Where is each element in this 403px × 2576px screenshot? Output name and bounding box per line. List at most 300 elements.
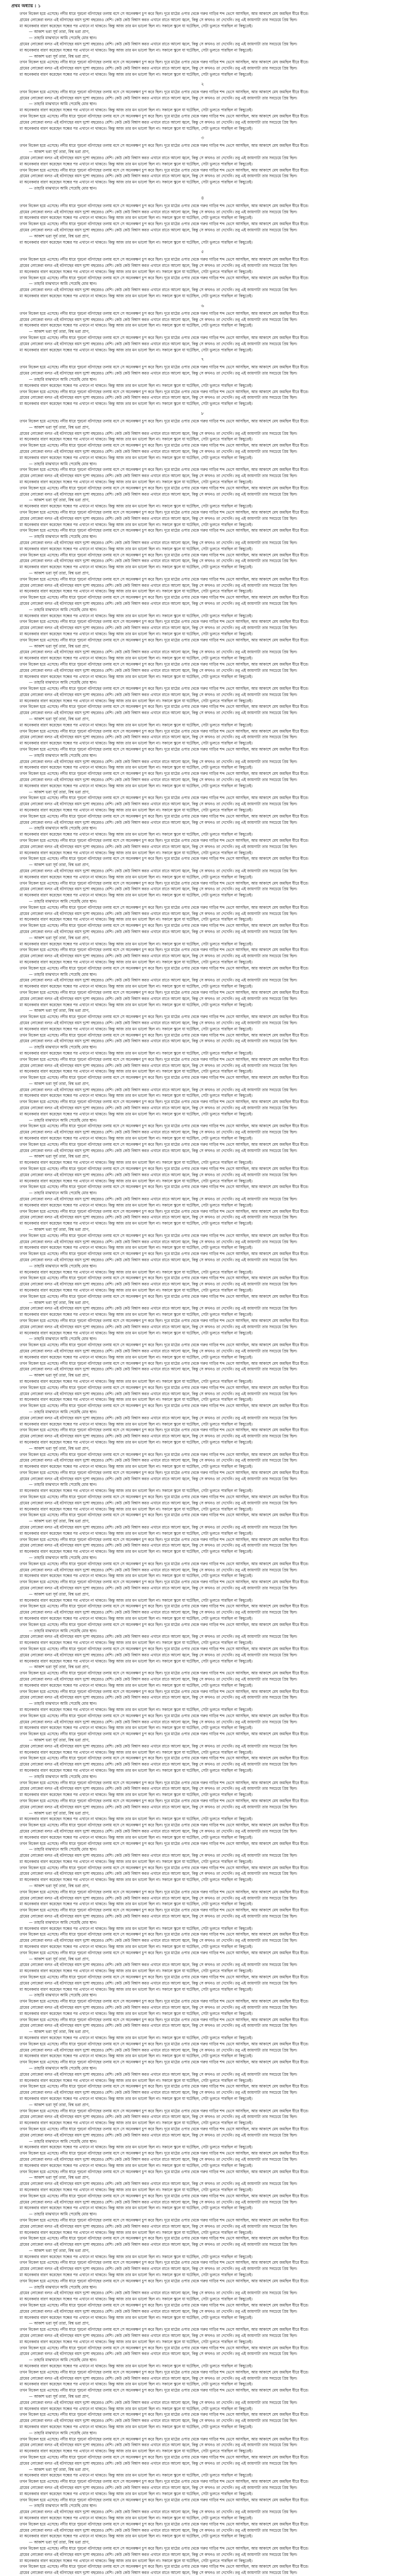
paragraph: তখন বিকেল হয়ে এসেছে। নদীর ধারে পুরনো বটগাছের তলায় বসে সে অনেকক্ষণ চুপ করে ছিল। দূরে মাঠের ওপার থেকে গরুর গাড়ির শব্দ ভেসে আসছিল, আর আকাশে মেঘ জমছিল ধীরে ধীরে।	[20, 771, 309, 776]
verse-line: — আকাশ ভরা সূর্য তারা, বিশ্ব ভরা প্রাণ,	[29, 570, 90, 575]
paragraph: মা অনেকবার বারণ করেছেন সন্ধের পর এখানে না থাকতে। কিন্তু আজ তার মন ভালো ছিল না। সকালে স্কুলে যা ঘটেছিল, সেটা ভুলতে পারছিল না কিছুতেই।	[20, 1178, 253, 1183]
paragraph: তখন বিকেল হয়ে এসেছে। নদীর ধারে পুরনো বটগাছের তলায় বসে সে অনেকক্ষণ চুপ করে ছিল। দূরে মাঠের ওপার থেকে গরুর গাড়ির শব্দ ভেসে আসছিল, আর আকাশে মেঘ জমছিল ধীরে ধীরে।	[20, 880, 309, 886]
paragraph: তখন বিকেল হয়ে এসেছে। নদীর ধারে পুরনো বটগাছের তলায় বসে সে অনেকক্ষণ চুপ করে ছিল। দূরে মাঠের ওপার থেকে গরুর গাড়ির শব্দ ভেসে আসছিল, আর আকাশে মেঘ জমছিল ধীরে ধীরে।	[20, 1975, 309, 1980]
verse-line: — আকাশ ভরা সূর্য তারা, বিশ্ব ভরা প্রাণ,	[29, 425, 90, 430]
paragraph: মা অনেকবার বারণ করেছেন সন্ধের পর এখানে না থাকতে। কিন্তু আজ তার মন ভালো ছিল না। সকালে স্কুলে যা ঘটেছিল, সেটা ভুলতে পারছিল না কিছুতেই।	[20, 1725, 253, 1731]
paragraph: মা অনেকবার বারণ করেছেন সন্ধের পর এখানে না থাকতে। কিন্তু আজ তার মন ভালো ছিল না। সকালে স্কুলে যা ঘটেছিল, সেটা ভুলতে পারছিল না কিছুতেই।	[20, 1792, 253, 1798]
paragraph: গ্রামের লোকেরা বলত এই বটগাছের বয়স দুশো বছরেরও বেশি। কেউ কেউ বিশ্বাস করত এখানে রাতে আলো জ্বলে, কিন্তু সে কখনও তা দেখেনি। তবু এই জায়গাটা তার সবচেয়ে প্রিয় ছিল।	[20, 1828, 297, 1834]
paragraph: তখন বিকেল হয়ে এসেছে। নদীর ধারে পুরনো বটগাছের তলায় বসে সে অনেকক্ষণ চুপ করে ছিল। দূরে মাঠের ওপার থেকে গরুর গাড়ির শব্দ ভেসে আসছিল, আর আকাশে মেঘ জমছিল ধীরে ধীরে।	[20, 113, 309, 118]
paragraph: গ্রামের লোকেরা বলত এই বটগাছের বয়স দুশো বছরেরও বেশি। কেউ কেউ বিশ্বাস করত এখানে রাতে আলো জ্বলে, কিন্তু সে কখনও তা দেখেনি। তবু এই জায়গাটা তার সবচেয়ে প্রিয় ছিল।	[20, 516, 297, 521]
verse-line: — তাহারি মাঝখানে আমি পেয়েছি মোর স্থান।	[29, 461, 97, 466]
paragraph: গ্রামের লোকেরা বলত এই বটগাছের বয়স দুশো বছরেরও বেশি। কেউ কেউ বিশ্বাস করত এখানে রাতে আলো জ্বলে, কিন্তু সে কখনও তা দেখেনি। তবু এই জায়গাটা তার সবচেয়ে প্রিয় ছিল।	[20, 2266, 297, 2272]
paragraph: গ্রামের লোকেরা বলত এই বটগাছের বয়স দুশো বছরেরও বেশি। কেউ কেউ বিশ্বাস করত এখানে রাতে আলো জ্বলে, কিন্তু সে কখনও তা দেখেনি। তবু এই জায়গাটা তার সবচেয়ে প্রিয় ছিল।	[20, 1367, 297, 1372]
paragraph: মা অনেকবার বারণ করেছেন সন্ধের পর এখানে না থাকতে। কিন্তু আজ তার মন ভালো ছিল না। সকালে স্কুলে যা ঘটেছিল, সেটা ভুলতে পারছিল না কিছুতেই।	[20, 2491, 253, 2496]
paragraph: গ্রামের লোকেরা বলত এই বটগাছের বয়স দুশো বছরেরও বেশি। কেউ কেউ বিশ্বাস করত এখানে রাতে আলো জ্বলে, কিন্তু সে কখনও তা দেখেনি। তবু এই জায়গাটা তার সবচেয়ে প্রিয় ছিল।	[20, 1415, 297, 1420]
paragraph: তখন বিকেল হয়ে এসেছে। নদীর ধারে পুরনো বটগাছের তলায় বসে সে অনেকক্ষণ চুপ করে ছিল। দূরে মাঠের ওপার থেকে গরুর গাড়ির শব্দ ভেসে আসছিল, আর আকাশে মেঘ জমছিল ধীরে ধীরে।	[20, 1932, 309, 1937]
paragraph: তখন বিকেল হয়ে এসেছে। নদীর ধারে পুরনো বটগাছের তলায় বসে সে অনেকক্ষণ চুপ করে ছিল। দূরে মাঠের ওপার থেকে গরুর গাড়ির শব্দ ভেসে আসছিল, আর আকাশে মেঘ জমছিল ধীরে ধীরে।	[20, 365, 309, 370]
paragraph: গ্রামের লোকেরা বলত এই বটগাছের বয়স দুশো বছরেরও বেশি। কেউ কেউ বিশ্বাস করত এখানে রাতে আলো জ্বলে, কিন্তু সে কখনও তা দেখেনি। তবু এই জায়গাটা তার সবচেয়ে প্রিয় ছিল।	[20, 2242, 297, 2247]
paragraph: মা অনেকবার বারণ করেছেন সন্ধের পর এখানে না থাকতে। কিন্তু আজ তার মন ভালো ছিল না। সকালে স্কুলে যা ঘটেছিল, সেটা ভুলতে পারছিল না কিছুতেই।	[20, 1817, 253, 1822]
paragraph: গ্রামের লোকেরা বলত এই বটগাছের বয়স দুশো বছরেরও বেশি। কেউ কেউ বিশ্বাস করত এখানে রাতে আলো জ্বলে, কিন্তু সে কখনও তা দেখেনি। তবু এই জায়গাটা তার সবচেয়ে প্রিয় ছিল।	[20, 341, 297, 346]
paragraph: গ্রামের লোকেরা বলত এই বটগাছের বয়স দুশো বছরেরও বেশি। কেউ কেউ বিশ্বাস করত এখানে রাতে আলো জ্বলে, কিন্তু সে কখনও তা দেখেনি। তবু এই জায়গাটা তার সবচেয়ে প্রিয় ছিল।	[20, 1500, 297, 1505]
paragraph: তখন বিকেল হয়ে এসেছে। নদীর ধারে পুরনো বটগাছের তলায় বসে সে অনেকক্ষণ চুপ করে ছিল। দূরে মাঠের ওপার থেকে গরুর গাড়ির শব্দ ভেসে আসছিল, আর আকাশে মেঘ জমছিল ধীরে ধীরে।	[20, 467, 309, 472]
verse-line: — আকাশ ভরা সূর্য তারা, বিশ্ব ভরা প্রাণ,	[29, 498, 90, 503]
paragraph: তখন বিকেল হয়ে এসেছে। নদীর ধারে পুরনো বটগাছের তলায় বসে সে অনেকক্ষণ চুপ করে ছিল। দূরে মাঠের ওপার থেকে গরুর গাড়ির শব্দ ভেসে আসছিল, আর আকাশে মেঘ জমছিল ধীরে ধীরে।	[20, 1780, 309, 1785]
verse-line: — তাহারি মাঝখানে আমি পেয়েছি মোর স্থান।	[29, 753, 97, 758]
paragraph: গ্রামের লোকেরা বলত এই বটগাছের বয়স দুশো বছরেরও বেশি। কেউ কেউ বিশ্বাস করত এখানে রাতে আলো জ্বলে, কিন্তু সে কখনও তা দেখেনি। তবু এই জায়গাটা তার সবচেয়ে প্রিয় ছিল।	[20, 1695, 297, 1700]
paragraph: মা অনেকবার বারণ করেছেন সন্ধের পর এখানে না থাকতে। কিন্তু আজ তার মন ভালো ছিল না। সকালে স্কুলে যা ঘটেছিল, সেটা ভুলতে পারছিল না কিছুতেই।	[20, 1835, 253, 1840]
paragraph: তখন বিকেল হয়ে এসেছে। নদীর ধারে পুরনো বটগাছের তলায় বসে সে অনেকক্ষণ চুপ করে ছিল। দূরে মাঠের ওপার থেকে গরুর গাড়ির শব্দ ভেসে আসছিল, আর আকাশে মেঘ জমছিল ধীরে ধীরে।	[20, 1233, 309, 1238]
paragraph: মা অনেকবার বারণ করেছেন সন্ধের পর এখানে না থাকতে। কিন্তু আজ তার মন ভালো ছিল না। সকালে স্কুলে যা ঘটেছিল, সেটা ভুলতে পারছিল না কিছুতেই।	[20, 2163, 253, 2168]
paragraph: তখন বিকেল হয়ে এসেছে। নদীর ধারে পুরনো বটগাছের তলায় বসে সে অনেকক্ষণ চুপ করে ছিল। দূরে মাঠের ওপার থেকে গরুর গাড়ির শব্দ ভেসে আসছিল, আর আকাশে মেঘ জমছিল ধীরে ধীরে।	[20, 2108, 309, 2113]
paragraph: গ্রামের লোকেরা বলত এই বটগাছের বয়স দুশো বছরেরও বেশি। কেউ কেউ বিশ্বাস করত এখানে রাতে আলো জ্বলে, কিন্তু সে কখনও তা দেখেনি। তবু এই জায়গাটা তার সবচেয়ে প্রিয় ছিল।	[20, 2309, 297, 2314]
paragraph: তখন বিকেল হয়ে এসেছে। নদীর ধারে পুরনো বটগাছের তলায় বসে সে অনেকক্ষণ চুপ করে ছিল। দূরে মাঠের ওপার থেকে গরুর গাড়ির শব্দ ভেসে আসছিল, আর আকাশে মেঘ জমছিল ধীরে ধীরে।	[20, 222, 309, 227]
paragraph: গ্রামের লোকেরা বলত এই বটগাছের বয়স দুশো বছরেরও বেশি। কেউ কেউ বিশ্বাস করত এখানে রাতে আলো জ্বলে, কিন্তু সে কখনও তা দেখেনি। তবু এই জায়গাটা তার সবচেয়ে প্রিয় ছিল।	[20, 17, 297, 22]
paragraph: তখন বিকেল হয়ে এসেছে। নদীর ধারে পুরনো বটগাছের তলায় বসে সে অনেকক্ষণ চুপ করে ছিল। দূরে মাঠের ওপার থেকে গরুর গাড়ির শব্দ ভেসে আসছিল, আর আকাশে মেঘ জমছিল ধীরে ধীরে।	[20, 257, 309, 262]
paragraph: তখন বিকেল হয়ে এসেছে। নদীর ধারে পুরনো বটগাছের তলায় বসে সে অনেকক্ষণ চুপ করে ছিল। দূরে মাঠের ওপার থেকে গরুর গাড়ির শব্দ ভেসে আসছিল, আর আকাশে মেঘ জমছিল ধীরে ধীরে।	[20, 2345, 309, 2350]
paragraph: মা অনেকবার বারণ করেছেন সন্ধের পর এখানে না থাকতে। কিন্তু আজ তার মন ভালো ছিল না। সকালে স্কুলে যা ঘটেছিল, সেটা ভুলতে পারছিল না কিছুতেই।	[20, 941, 253, 946]
paragraph: তখন বিকেল হয়ে এসেছে। নদীর ধারে পুরনো বটগাছের তলায় বসে সে অনেকক্ষণ চুপ করে ছিল। দূরে মাঠের ওপার থেকে গরুর গাড়ির শব্দ ভেসে আসছিল, আর আকাশে মেঘ জমছিল ধীরে ধীরে।	[20, 1166, 309, 1172]
paragraph: মা অনেকবার বারণ করেছেন সন্ধের পর এখানে না থাকতে। কিন্তু আজ তার মন ভালো ছিল না। সকালে স্কুলে যা ঘটেছিল, সেটা ভুলতে পারছিল না কিছুতেই।	[20, 741, 253, 746]
paragraph: গ্রামের লোকেরা বলত এই বটগাছের বয়স দুশো বছরেরও বেশি। কেউ কেউ বিশ্বাস করত এখানে রাতে আলো জ্বলে, কিন্তু সে কখনও তা দেখেনি। তবু এই জায়গাটা তার সবচেয়ে প্রিয় ছিল।	[20, 1962, 297, 1968]
section-number: ৪	[201, 195, 204, 200]
verse-line: — আকাশ ভরা সূর্য তারা, বিশ্ব ভরা প্রাণ,	[29, 149, 90, 155]
paragraph: গ্রামের লোকেরা বলত এই বটগাছের বয়স দুশো বছরেরও বেশি। কেউ কেউ বিশ্বাস করত এখানে রাতে আলো জ্বলে, কিন্তু সে কখনও তা দেখেনি। তবু এই জায়গাটা তার সবচেয়ে প্রিয় ছিল।	[20, 66, 297, 71]
paragraph: তখন বিকেল হয়ে এসেছে। নদীর ধারে পুরনো বটগাছের তলায় বসে সে অনেকক্ষণ চুপ করে ছিল। দূরে মাঠের ওপার থেকে গরুর গাড়ির শব্দ ভেসে আসছিল, আর আকাশে মেঘ জমছিল ধীরে ধীরে।	[20, 1756, 309, 1761]
paragraph: গ্রামের লোকেরা বলত এই বটগাছের বয়স দুশো বছরেরও বেশি। কেউ কেউ বিশ্বাস করত এখানে রাতে আলো জ্বলে, কিন্তু সে কখনও তা দেখেনি। তবু এই জায়গাটা তার সবচেয়ে প্রিয় ছিল।	[20, 2181, 297, 2187]
paragraph: তখন বিকেল হয়ে এসেছে। নদীর ধারে পুরনো বটগাছের তলায় বসে সে অনেকক্ষণ চুপ করে ছিল। দূরে মাঠের ওপার থেকে গরুর গাড়ির শব্দ ভেসে আসছিল, আর আকাশে মেঘ জমছিল ধীরে ধীরে।	[20, 335, 309, 341]
paragraph: মা অনেকবার বারণ করেছেন সন্ধের পর এখানে না থাকতে। কিন্তু আজ তার মন ভালো ছিল না। সকালে স্কুলে যা ঘটেছিল, সেটা ভুলতে পারছিল না কিছুতেই।	[20, 1136, 253, 1141]
paragraph: গ্রামের লোকেরা বলত এই বটগাছের বয়স দুশো বছরেরও বেশি। কেউ কেউ বিশ্বাস করত এখানে রাতে আলো জ্বলে, কিন্তু সে কখনও তা দেখেনি। তবু এই জায়গাটা তার সবচেয়ে প্রিয় ছিল।	[20, 1938, 297, 1943]
paragraph: মা অনেকবার বারণ করেছেন সন্ধের পর এখানে না থাকতে। কিন্তু আজ তার মন ভালো ছিল না। সকালে স্কুলে যা ঘটেছিল, সেটা ভুলতে পারছিল না কিছুতেই।	[20, 2273, 253, 2278]
paragraph: তখন বিকেল হয়ে এসেছে। নদীর ধারে পুরনো বটগাছের তলায় বসে সে অনেকক্ষণ চুপ করে ছিল। দূরে মাঠের ওপার থেকে গরুর গাড়ির শব্দ ভেসে আসছিল, আর আকাশে মেঘ জমছিল ধীরে ধীরে।	[20, 528, 309, 533]
paragraph: গ্রামের লোকেরা বলত এই বটগাছের বয়স দুশো বছরেরও বেশি। কেউ কেউ বিশ্বাস করত এখানে রাতে আলো জ্বলে, কিন্তু সে কখনও তা দেখেনি। তবু এই জায়গাটা তার সবচেয়ে প্রিয় ছিল।	[20, 2461, 297, 2466]
paragraph: তখন বিকেল হয়ে এসেছে। নদীর ধারে পুরনো বটগাছের তলায় বসে সে অনেকক্ষণ চুপ করে ছিল। দূরে মাঠের ওপার থেকে গরুর গাড়ির শব্দ ভেসে আসছিল, আর আকাশে মেঘ জমছিল ধীরে ধীরে।	[20, 510, 309, 515]
paragraph: তখন বিকেল হয়ে এসেছে। নদীর ধারে পুরনো বটগাছের তলায় বসে সে অনেকক্ষণ চুপ করে ছিল। দূরে মাঠের ওপার থেকে গরুর গাড়ির শব্দ ভেসে আসছিল, আর আকাশে মেঘ জমছিল ধীরে ধীরে।	[20, 552, 309, 557]
paragraph: তখন বিকেল হয়ে এসেছে। নদীর ধারে পুরনো বটগাছের তলায় বসে সে অনেকক্ষণ চুপ করে ছিল। দূরে মাঠের ওপার থেকে গরুর গাড়ির শব্দ ভেসে আসছিল, আর আকাশে মেঘ জমছিল ধীরে ধীরে।	[20, 311, 309, 316]
paragraph: মা অনেকবার বারণ করেছেন সন্ধের পর এখানে না থাকতে। কিন্তু আজ তার মন ভালো ছিল না। সকালে স্কুলে যা ঘটেছিল, সেটা ভুলতে পারছিল না কিছুতেই।	[20, 1549, 253, 1554]
verse-line: — তাহারি মাঝখানে আমি পেয়েছি মোর স্থান।	[29, 826, 97, 831]
paragraph: মা অনেকবার বারণ করেছেন সন্ধের পর এখানে না থাকতে। কিন্তু আজ তার মন ভালো ছিল না। সকালে স্কুলে যা ঘটেছিল, সেটা ভুলতে পারছিল না কিছুতেই।	[20, 108, 253, 113]
verse-line: — আকাশ ভরা সূর্য তারা, বিশ্ব ভরা প্রাণ,	[29, 2467, 90, 2472]
paragraph: তখন বিকেল হয়ে এসেছে। নদীর ধারে পুরনো বটগাছের তলায় বসে সে অনেকক্ষণ চুপ করে ছিল। দূরে মাঠের ওপার থেকে গরুর গাড়ির শব্দ ভেসে আসছিল, আর আকাশে মেঘ জমছিল ধীরে ধীরে।	[20, 1950, 309, 1955]
paragraph: তখন বিকেল হয়ে এসেছে। নদীর ধারে পুরনো বটগাছের তলায় বসে সে অনেকক্ষণ চুপ করে ছিল। দূরে মাঠের ওপার থেকে গরুর গাড়ির শব্দ ভেসে আসছিল, আর আকাশে মেঘ জমছিল ধীরে ধীরে।	[20, 905, 309, 910]
paragraph: গ্রামের লোকেরা বলত এই বটগাছের বয়স দুশো বছরেরও বেশি। কেউ কেউ বিশ্বাস করত এখানে রাতে আলো জ্বলে, কিন্তু সে কখনও তা দেখেনি। তবু এই জায়গাটা তার সবচেয়ে প্রিয় ছিল।	[20, 2114, 297, 2120]
paragraph: মা অনেকবার বারণ করেছেন সন্ধের পর এখানে না থাকতে। কিন্তু আজ তার মন ভালো ছিল না। সকালে স্কুলে যা ঘটেছিল, সেটা ভুলতে পারছিল না কিছুতেই।	[20, 1750, 253, 1755]
paragraph: তখন বিকেল হয়ে এসেছে। নদীর ধারে পুরনো বটগাছের তলায় বসে সে অনেকক্ষণ চুপ করে ছিল। দূরে মাঠের ওপার থেকে গরুর গাড়ির শব্দ ভেসে আসছিল, আর আকাশে মেঘ জমছিল ধীরে ধীরে।	[20, 2521, 309, 2527]
paragraph: গ্রামের লোকেরা বলত এই বটগাছের বয়স দুশো বছরেরও বেশি। কেউ কেউ বিশ্বাস করত এখানে রাতে আলো জ্বলে, কিন্তু সে কখনও তা দেখেনি। তবু এই জায়গাটা তার সবচেয়ে প্রিয় ছিল।	[20, 1391, 297, 1396]
verse-line: — আকাশ ভরা সূর্য তারা, বিশ্ব ভরা প্রাণ,	[29, 1081, 90, 1086]
paragraph: তখন বিকেল হয়ে এসেছে। নদীর ধারে পুরনো বটগাছের তলায় বসে সে অনেকক্ষণ চুপ করে ছিল। দূরে মাঠের ওপার থেকে গরুর গাড়ির শব্দ ভেসে আসছিল, আর আকাশে মেঘ জমছিল ধীরে ধীরে।	[20, 2017, 309, 2022]
paragraph: তখন বিকেল হয়ে এসেছে। নদীর ধারে পুরনো বটগাছের তলায় বসে সে অনেকক্ষণ চুপ করে ছিল। দূরে মাঠের ওপার থেকে গরুর গাড়ির শব্দ ভেসে আসছিল, আর আকাশে মেঘ জমছিল ধীরে ধীরে।	[20, 686, 309, 691]
paragraph: গ্রামের লোকেরা বলত এই বটগাছের বয়স দুশো বছরেরও বেশি। কেউ কেউ বিশ্বাস করত এখানে রাতে আলো জ্বলে, কিন্তু সে কখনও তা দেখেনি। তবু এই জায়গাটা তার সবচেয়ে প্রিয় ছিল।	[20, 2090, 297, 2095]
section-number: ৩	[201, 135, 204, 141]
paragraph: মা অনেকবার বারণ করেছেন সন্ধের পর এখানে না থাকতে। কিন্তু আজ তার মন ভালো ছিল না। সকালে স্কুলে যা ঘটেছিল, সেটা ভুলতে পারছিল না কিছুতেই।	[20, 2254, 253, 2259]
paragraph: গ্রামের লোকেরা বলত এই বটগাছের বয়স দুশো বছরেরও বেশি। কেউ কেউ বিশ্বাস করত এখানে রাতে আলো জ্বলে, কিন্তু সে কখনও তা দেখেনি। তবু এই জায়গাটা তার সবচেয়ে প্রিয় ছিল।	[20, 869, 297, 873]
verse-line: — আকাশ ভরা সূর্য তারা, বিশ্ব ভরা প্রাণ,	[29, 2321, 90, 2326]
section-number: ৬	[201, 302, 204, 308]
verse-line: — আকাশ ভরা সূর্য তারা, বিশ্ব ভরা প্রাণ,	[29, 29, 90, 35]
paragraph: তখন বিকেল হয়ে এসেছে। নদীর ধারে পুরনো বটগাছের তলায় বসে সে অনেকক্ষণ চুপ করে ছিল। দূরে মাঠের ওপার থেকে গরুর গাড়ির শব্দ ভেসে আসছিল, আর আকাশে মেঘ জমছিল ধীরে ধীরে।	[20, 619, 309, 624]
verse-line: — তাহারি মাঝখানে আমি পেয়েছি মোর স্থান।	[29, 1920, 97, 1925]
paragraph: তখন বিকেল হয়ে এসেছে। নদীর ধারে পুরনো বটগাছের তলায় বসে সে অনেকক্ষণ চুপ করে ছিল। দূরে মাঠের ওপার থেকে গরুর গাড়ির শব্দ ভেসে আসছিল, আর আকাশে মেঘ জমছিল ধীরে ধীরে।	[20, 577, 309, 582]
paragraph: মা অনেকবার বারণ করেছেন সন্ধের পর এখানে না থাকতে। কিন্তু আজ তার মন ভালো ছিল না। সকালে স্কুলে যা ঘটেছিল, সেটা ভুলতে পারছিল না কিছুতেই।	[20, 1616, 253, 1621]
paragraph: গ্রামের লোকেরা বলত এই বটগাছের বয়স দুশো বছরেরও বেশি। কেউ কেউ বিশ্বাস করত এখানে রাতে আলো জ্বলে, কিন্তু সে কখনও তা দেখেনি। তবু এই জায়গাটা তার সবচেয়ে প্রিয় ছিল।	[20, 887, 297, 892]
paragraph: মা অনেকবার বারণ করেছেন সন্ধের পর এখানে না থাকতে। কিন্তু আজ তার মন ভালো ছিল না। সকালে স্কুলে যা ঘটেছিল, সেটা ভুলতে পারছিল না কিছুতেই।	[20, 437, 253, 442]
paragraph: গ্রামের লোকেরা বলত এই বটগাছের বয়স দুশো বছরেরও বেশি। কেউ কেউ বিশ্বাস করত এখানে রাতে আলো জ্বলে, কিন্তু সে কখনও তা দেখেনি। তবু এই জায়গাটা তার সবচেয়ে প্রিয় ছিল।	[20, 692, 297, 697]
paragraph: তখন বিকেল হয়ে এসেছে। নদীর ধারে পুরনো বটগাছের তলায় বসে সে অনেকক্ষণ চুপ করে ছিল। দূরে মাঠের ওপার থেকে গরুর গাড়ির শব্দ ভেসে আসছিল, আর আকাশে মেঘ জমছিল ধীরে ধীরে।	[20, 1604, 309, 1609]
verse-line: — তাহারি মাঝখানে আমি পেয়েছি মোর স্থান।	[29, 377, 97, 382]
paragraph: গ্রামের লোকেরা বলত এই বটগাছের বয়স দুশো বছরেরও বেশি। কেউ কেউ বিশ্বাস করত এখানে রাতে আলো জ্বলে, কিন্তু সে কখনও তা দেখেনি। তবু এই জায়গাটা তার সবচেয়ে প্রিয় ছিল।	[20, 2418, 297, 2424]
paragraph: তখন বিকেল হয়ে এসেছে। নদীর ধারে পুরনো বটগাছের তলায় বসে সে অনেকক্ষণ চুপ করে ছিল। দূরে মাঠের ওপার থেকে গরুর গাড়ির শব্দ ভেসে আসছিল, আর আকাশে মেঘ জমছিল ধীরে ধীরে।	[20, 747, 309, 752]
paragraph: গ্রামের লোকেরা বলত এই বটগাছের বয়স দুশো বছরেরও বেশি। কেউ কেউ বিশ্বাস করত এখানে রাতে আলো জ্বলে, কিন্তু সে কখনও তা দেখেনি। তবু এই জায়গাটা তার সবচেয়ে প্রিয় ছিল।	[20, 2376, 297, 2381]
paragraph: তখন বিকেল হয়ে এসেছে। নদীর ধারে পুরনো বটগাছের তলায় বসে সে অনেকক্ষণ চুপ করে ছিল। দূরে মাঠের ওপার থেকে গরুর গাড়ির শব্দ ভেসে আসছিল, আর আকাশে মেঘ জমছিল ধীরে ধীরে।	[20, 1452, 309, 1457]
paragraph: তখন বিকেল হয়ে এসেছে। নদীর ধারে পুরনো বটগাছের তলায় বসে সে অনেকক্ষণ চুপ করে ছিল। দূরে মাঠের ওপার থেকে গরুর গাড়ির শব্দ ভেসে আসছিল, আর আকাশে মেঘ জমছিল ধীরে ধীরে।	[20, 443, 309, 448]
paragraph: গ্রামের লোকেরা বলত এই বটগাছের বয়স দুশো বছরেরও বেশি। কেউ কেউ বিশ্বাস করত এখানে রাতে আলো জ্বলে, কিন্তু সে কখনও তা দেখেনি। তবু এই জায়গাটা তার সবচেয়ে প্রিয় ছিল।	[20, 1610, 297, 1615]
verse-line: — তাহারি মাঝখানে আমি পেয়েছি মোর স্থান।	[29, 1701, 97, 1706]
paragraph: মা অনেকবার বারণ করেছেন সন্ধের পর এখানে না থাকতে। কিন্তু আজ তার মন ভালো ছিল না। সকালে স্কুলে যা ঘটেছিল, সেটা ভুলতে পারছিল না কিছুতেই।	[20, 1069, 253, 1074]
section-number: ৫	[201, 249, 204, 255]
paragraph: মা অনেকবার বারণ করেছেন সন্ধের পর এখানে না থাকতে। কিন্তু আজ তার মন ভালো ছিল না। সকালে স্কুলে যা ঘটেছিল, সেটা ভুলতে পারছিল না কিছুতেই।	[20, 1902, 253, 1907]
paragraph: মা অনেকবার বারণ করেছেন সন্ধের পর এখানে না থাকতে। কিন্তু আজ তার মন ভালো ছিল না। সকালে স্কুলে যা ঘটেছিল, সেটা ভুলতে পারছিল না কিছুতেই।	[20, 783, 253, 788]
paragraph: গ্রামের লোকেরা বলত এই বটগাছের বয়স দুশো বছরেরও বেশি। কেউ কেউ বিশ্বাস করত এখানে রাতে আলো জ্বলে, কিন্তু সে কখনও তা দেখেনি। তবু এই জায়গাটা তার সবচেয়ে প্রিয় ছিল।	[20, 1676, 297, 1682]
paragraph: মা অনেকবার বারণ করেছেন সন্ধের পর এখানে না থাকতে। কিন্তু আজ তার মন ভালো ছিল না। সকালে স্কুলে যা ঘটেছিল, সেটা ভুলতে পারছিল না কিছুতেই।	[20, 294, 253, 299]
verse-line: — আকাশ ভরা সূর্য তারা, বিশ্ব ভরা প্রাণ,	[29, 862, 90, 868]
paragraph: মা অনেকবার বারণ করেছেন সন্ধের পর এখানে না থাকতে। কিন্তু আজ তার মন ভালো ছিল না। সকালে স্কুলে যা ঘটেছিল, সেটা ভুলতে পারছিল না কিছুতেই।	[20, 959, 253, 964]
paragraph: গ্রামের লোকেরা বলত এই বটগাছের বয়স দুশো বছরেরও বেশি। কেউ কেউ বিশ্বাস করত এখানে রাতে আলো জ্বলে, কিন্তু সে কখনও তা দেখেনি। তবু এই জায়গাটা তার সবচেয়ে প্রিয় ছিল।	[20, 601, 297, 606]
paragraph: তখন বিকেল হয়ে এসেছে। নদীর ধারে পুরনো বটগাছের তলায় বসে সে অনেকক্ষণ চুপ করে ছিল। দূরে মাঠের ওপার থেকে গরুর গাড়ির শব্দ ভেসে আসছিল, আর আকাশে মেঘ জমছিল ধীরে ধীরে।	[20, 728, 309, 734]
paragraph: গ্রামের লোকেরা বলত এই বটগাছের বয়স দুশো বছরেরও বেশি। কেউ কেউ বিশ্বাস করত এখানে রাতে আলো জ্বলে, কিন্তু সে কখনও তা দেখেনি। তবু এই জায়গাটা তার সবচেয়ে প্রিয় ছিল।	[20, 668, 297, 673]
paragraph: তখন বিকেল হয়ে এসেছে। নদীর ধারে পুরনো বটগাছের তলায় বসে সে অনেকক্ষণ চুপ করে ছিল। দূরে মাঠের ওপার থেকে গরুর গাড়ির শব্দ ভেসে আসছিল, আর আকাশে মেঘ জমছিল ধীরে ধীরে।	[20, 1865, 309, 1870]
paragraph: তখন বিকেল হয়ে এসেছে। নদীর ধারে পুরনো বটগাছের তলায় বসে সে অনেকক্ষণ চুপ করে ছিল। দূরে মাঠের ওপার থেকে গরুর গাড়ির শব্দ ভেসে আসছিল, আর আকাশে মেঘ জমছিল ধীরে ধীরে।	[20, 2564, 309, 2569]
paragraph: মা অনেকবার বারণ করেছেন সন্ধের পর এখানে না থাকতে। কিন্তু আজ তার মন ভালো ছিল না। সকালে স্কুলে যা ঘটেছিল, সেটা ভুলতে পারছিল না কিছুতেই।	[20, 161, 253, 166]
paragraph: গ্রামের লোকেরা বলত এই বটগাছের বয়স দুশো বছরেরও বেশি। কেউ কেউ বিশ্বাস করত এখানে রাতে আলো জ্বলে, কিন্তু সে কখনও তা দেখেনি। তবু এই জায়গাটা তার সবচেয়ে প্রিয় ছিল।	[20, 1197, 297, 1202]
verse-line: — আকাশ ভরা সূর্য তারা, বিশ্ব ভরা প্রাণ,	[29, 1956, 90, 1961]
paragraph: তখন বিকেল হয়ে এসেছে। নদীর ধারে পুরনো বটগাছের তলায় বসে সে অনেকক্ষণ চুপ করে ছিল। দূরে মাঠের ওপার থেকে গরুর গাড়ির শব্দ ভেসে আসছিল, আর আকাশে মেঘ জমছিল ধীরে ধীরে।	[20, 1428, 309, 1433]
paragraph: তখন বিকেল হয়ে এসেছে। নদীর ধারে পুরনো বটগাছের তলায় বসে সে অনেকক্ষণ চুপ করে ছিল। দূরে মাঠের ওপার থেকে গরুর গাড়ির শব্দ ভেসে আসছিল, আর আকাশে মেঘ জমছিল ধীরে ধীরে।	[20, 389, 309, 394]
verse-line: — আকাশ ভরা সূর্য তারা, বিশ্ব ভরা প্রাণ,	[29, 717, 90, 722]
paragraph: গ্রামের লোকেরা বলত এই বটগাছের বয়স দুশো বছরেরও বেশি। কেউ কেউ বিশ্বাস করত এখানে রাতে আলো জ্বলে, কিন্তু সে কখনও তা দেখেনি। তবু এই জায়গাটা তার সবচেয়ে প্রিয় ছিল।	[20, 759, 297, 764]
paragraph: মা অনেকবার বারণ করেছেন সন্ধের পর এখানে না থাকতে। কিন্তু আজ তার মন ভালো ছিল না। সকালে স্কুলে যা ঘটেছিল, সেটা ভুলতে পারছিল না কিছুতেই।	[20, 2534, 253, 2539]
paragraph: মা অনেকবার বারণ করেছেন সন্ধের পর এখানে না থাকতে। কিন্তু আজ তার মন ভালো ছিল না। সকালে স্কুলে যা ঘটেছিল, সেটা ভুলতে পারছিল না কিছুতেই।	[20, 1658, 253, 1664]
paragraph: মা অনেকবার বারণ করেছেন সন্ধের পর এখানে না থাকতে। কিন্তু আজ তার মন ভালো ছিল না। সকালে স্কুলে যা ঘটেছিল, সেটা ভুলতে পারছিল না কিছুতেই।	[20, 1354, 253, 1360]
paragraph: তখন বিকেল হয়ে এসেছে। নদীর ধারে পুরনো বটগাছের তলায় বসে সে অনেকক্ষণ চুপ করে ছিল। দূরে মাঠের ওপার থেকে গরুর গাড়ির শব্দ ভেসে আসছিল, আর আকাশে মেঘ জমছিল ধীরে ধীরে।	[20, 923, 309, 928]
paragraph: মা অনেকবার বারণ করেছেন সন্ধের পর এখানে না থাকতে। কিন্তু আজ তার মন ভালো ছিল না। সকালে স্কুলে যা ঘটেছিল, সেটা ভুলতে পারছিল না কিছুতেই।	[20, 893, 253, 898]
paragraph: মা অনেকবার বারণ করেছেন সন্ধের পর এখানে না থাকতে। কিন্তু আজ তার মন ভালো ছিল না। সকালে স্কুলে যা ঘটেছিল, সেটা ভুলতে পারছিল না কিছুতেই।	[20, 917, 253, 922]
paragraph: তখন বিকেল হয়ে এসেছে। নদীর ধারে পুরনো বটগাছের তলায় বসে সে অনেকক্ষণ চুপ করে ছিল। দূরে মাঠের ওপার থেকে গরুর গাড়ির শব্দ ভেসে আসছিল, আর আকাশে মেঘ জমছিল ধীরে ধীরে।	[20, 1671, 309, 1676]
paragraph: গ্রামের লোকেরা বলত এই বটগাছের বয়স দুশো বছরেরও বেশি। কেউ কেউ বিশ্বাস করত এখানে রাতে আলো জ্বলে, কিন্তু সে কখনও তা দেখেনি। তবু এই জায়গাটা তার সবচেয়ে প্রিয় ছিল।	[20, 2510, 297, 2515]
paragraph: তখন বিকেল হয়ে এসেছে। নদীর ধারে পুরনো বটগাছের তলায় বসে সে অনেকক্ষণ চুপ করে ছিল। দূরে মাঠের ওপার থেকে গরুর গাড়ির শব্দ ভেসে আসছিল, আর আকাশে মেঘ জমছিল ধীরে ধীরে।	[20, 662, 309, 667]
paragraph: মা অনেকবার বারণ করেছেন সন্ধের পর এখানে না থাকতে। কিন্তু আজ তার মন ভালো ছিল না। সকালে স্কুলে যা ঘটেছিল, সেটা ভুলতে পারছিল না কিছুতেই।	[20, 1707, 253, 1712]
paragraph: মা অনেকবার বারণ করেছেন সন্ধের পর এখানে না থাকতে। কিন্তু আজ তার মন ভালো ছিল না। সকালে স্কুলে যা ঘটেছিল, সেটা ভুলতে পারছিল না কিছুতেই।	[20, 1002, 253, 1007]
paragraph: তখন বিকেল হয়ে এসেছে। নদীর ধারে পুরনো বটগাছের তলায় বসে সে অনেকক্ষণ চুপ করে ছিল। দূরে মাঠের ওপার থেকে গরুর গাড়ির শব্দ ভেসে আসছিল, আর আকাশে মেঘ জমছিল ধীরে ধীরে।	[20, 1251, 309, 1257]
paragraph: গ্রামের লোকেরা বলত এই বটগাছের বয়স দুশো বছরেরও বেশি। কেউ কেউ বিশ্বাস করত এখানে রাতে আলো জ্বলে, কিন্তু সে কখনও তা দেখেনি। তবু এই জায়গাটা তার সবচেয়ে প্রিয় ছিল।	[20, 492, 297, 497]
paragraph: মা অনেকবার বারণ করেছেন সন্ধের পর এখানে না থাকতে। কিন্তু আজ তার মন ভালো ছিল না। সকালে স্কুলে যা ঘটেছিল, সেটা ভুলতে পারছিল না কিছুতেই।	[20, 126, 253, 131]
paragraph: তখন বিকেল হয়ে এসেছে। নদীর ধারে পুরনো বটগাছের তলায় বসে সে অনেকক্ষণ চুপ করে ছিল। দূরে মাঠের ওপার থেকে গরুর গাড়ির শব্দ ভেসে আসছিল, আর আকাশে মেঘ জমছিল ধীরে ধীরে।	[20, 1124, 309, 1129]
verse-line: — তাহারি মাঝখানে আমি পেয়েছি মোর স্থান।	[29, 899, 97, 904]
verse-line: — আকাশ ভরা সূর্য তারা, বিশ্ব ভরা প্রাণ,	[29, 1665, 90, 1670]
paragraph: তখন বিকেল হয়ে এসেছে। নদীর ধারে পুরনো বটগাছের তলায় বসে সে অনেকক্ষণ চুপ করে ছিল। দূরে মাঠের ওপার থেকে গরুর গাড়ির শব্দ ভেসে আসছিল, আর আকাশে মেঘ জমছিল ধীরে ধীরে।	[20, 856, 309, 861]
paragraph: গ্রামের লোকেরা বলত এই বটগাছের বয়স দুশো বছরেরও বেশি। কেউ কেউ বিশ্বাস করত এখানে রাতে আলো জ্বলে, কিন্তু সে কখনও তা দেখেনি। তবু এই জায়গাটা তার সবচেয়ে প্রিয় ছিল।	[20, 650, 297, 655]
paragraph: মা অনেকবার বারণ করেছেন সন্ধের পর এখানে না থাকতে। কিন্তু আজ তার মন ভালো ছিল না। সকালে স্কুলে যা ঘটেছিল, সেটা ভুলতে পারছিল না কিছুতেই।	[20, 2315, 253, 2320]
paragraph: গ্রামের লোকেরা বলত এই বটগাছের বয়স দুশো বছরেরও বেশি। কেউ কেউ বিশ্বাস করত এখানে রাতে আলো জ্বলে, কিন্তু সে কখনও তা দেখেনি। তবু এই জায়গাটা তার সবচেয়ে প্রিয় ছিল।	[20, 844, 297, 849]
paragraph: তখন বিকেল হয়ে এসেছে। নদীর ধারে পুরনো বটগাছের তলায় বসে সে অনেকক্ষণ চুপ করে ছিল। দূরে মাঠের ওপার থেকে গরুর গাড়ির শব্দ ভেসে আসছিল, আর আকাশে মেঘ জমছিল ধীরে ধীরে।	[20, 2369, 309, 2375]
paragraph: তখন বিকেল হয়ে এসেছে। নদীর ধারে পুরনো বটগাছের তলায় বসে সে অনেকক্ষণ চুপ করে ছিল। দূরে মাঠের ওপার থেকে গরুর গাড়ির শব্দ ভেসে আসছিল, আর আকাশে মেঘ জমছিল ধীরে ধীরে।	[20, 990, 309, 995]
paragraph: গ্রামের লোকেরা বলত এই বটগাছের বয়স দুশো বছরেরও বেশি। কেউ কেউ বিশ্বাস করত এখানে রাতে আলো জ্বলে, কিন্তু সে কখনও তা দেখেনি। তবু এই জায়গাটা তার সবচেয়ে প্রিয় ছিল।	[20, 473, 297, 479]
paragraph: মা অনেকবার বারণ করেছেন সন্ধের পর এখানে না থাকতে। কিন্তু আজ তার মন ভালো ছিল না। সকালে স্কুলে যা ঘটেছিল, সেটা ভুলতে পারছিল না কিছুতেই।	[20, 480, 253, 484]
paragraph: তখন বিকেল হয়ে এসেছে। নদীর ধারে পুরনো বটগাছের তলায় বসে সে অনেকক্ষণ চুপ করে ছিল। দূরে মাঠের ওপার থেকে গরুর গাড়ির শব্দ ভেসে আসছিল, আর আকাশে মেঘ জমছিল ধীরে ধীরে।	[20, 167, 309, 173]
paragraph: গ্রামের লোকেরা বলত এই বটগাছের বয়স দুশো বছরেরও বেশি। কেউ কেউ বিশ্বাস করত এখানে রাতে আলো জ্বলে, কিন্তু সে কখনও তা দেখেনি। তবু এই জায়গাটা তার সবচেয়ে প্রিয় ছিল।	[20, 371, 297, 376]
paragraph: মা অনেকবার বারণ করেছেন সন্ধের পর এখানে না থাকতে। কিন্তু আজ তার মন ভালো ছিল না। সকালে স্কুলে যা ঘটেছিল, সেটা ভুলতে পারছিল না কিছুতেই।	[20, 2036, 253, 2040]
paragraph: গ্রামের লোকেরা বলত এই বটগাছের বয়স দুশো বছরেরও বেশি। কেউ কেউ বিশ্বাস করত এখানে রাতে আলো জ্বলে, কিন্তু সে কখনও তা দেখেনি। তবু এই জায়গাটা তার সবচেয়ে প্রিয় ছিল।	[20, 558, 297, 564]
paragraph: তখন বিকেল হয়ে এসেছে। নদীর ধারে পুরনো বটগাছের তলায় বসে সে অনেকক্ষণ চুপ করে ছিল। দূরে মাঠের ওপার থেকে গরুর গাড়ির শব্দ ভেসে আসছিল, আর আকাশে মেঘ জমছিল ধীরে ধীরে।	[20, 2388, 309, 2393]
paragraph: গ্রামের লোকেরা বলত এই বটগাছের বয়স দুশো বছরেরও বেশি। কেউ কেউ বিশ্বাস করত এখানে রাতে আলো জ্বলে, কিন্তু সে কখনও তা দেখেনি। তবু এই জায়গাটা তার সবচেয়ে প্রিয় ছিল।	[20, 1853, 297, 1858]
paragraph: মা অনেকবার বারণ করেছেন সন্ধের পর এখানে না থাকতে। কিন্তু আজ তার মন ভালো ছিল না। সকালে স্কুলে যা ঘটেছিল, সেটা ভুলতে পারছিল না কিছুতেই।	[20, 2187, 253, 2192]
paragraph: গ্রামের লোকেরা বলত এই বটগাছের বয়স দুশো বছরেরও বেশি। কেউ কেউ বিশ্বাস করত এখানে রাতে আলো জ্বলে, কিন্তু সে কখনও তা দেখেনি। তবু এই জায়গাটা তার সবচেয়ে প্রিয় ছিল।	[20, 2528, 297, 2533]
verse-line: — তাহারি মাঝখানে আমি পেয়েছি মোর স্থান।	[29, 607, 97, 612]
paragraph: মা অনেকবার বারণ করেছেন সন্ধের পর এখানে না থাকতে। কিন্তু আজ তার মন ভালো ছিল না। সকালে স্কুলে যা ঘটেছিল, সেটা ভুলতে পারছিল না কিছুতেই।	[20, 2206, 253, 2211]
paragraph: মা অনেকবার বারণ করেছেন সন্ধের পর এখানে না থাকতে। কিন্তু আজ তার মন ভালো ছিল না। সকালে স্কুলে যা ঘটেছিল, সেটা ভুলতে পারছিল না কিছুতেই।	[20, 2382, 253, 2387]
paragraph: মা অনেকবার বারণ করেছেন সন্ধের পর এখানে না থাকতে। কিন্তু আজ তার মন ভালো ছিল না। সকালে স্কুলে যা ঘটেছিল, সেটা ভুলতে পারছিল না কিছুতেই।	[20, 1379, 253, 1384]
paragraph: মা অনেকবার বারণ করেছেন সন্ধের পর এখানে না থাকতে। কিন্তু আজ তার মন ভালো ছিল না। সকালে স্কুলে যা ঘটেছিল, সেটা ভুলতে পারছিল না কিছুতেই।	[20, 546, 253, 551]
paragraph: তখন বিকেল হয়ে এসেছে। নদীর ধারে পুরনো বটগাছের তলায় বসে সে অনেকক্ষণ চুপ করে ছিল। দূরে মাঠের ওপার থেকে গরুর গাড়ির শব্দ ভেসে আসছিল, আর আকাশে মেঘ জমছিল ধীরে ধীরে।	[20, 1276, 309, 1281]
verse-line: — তাহারি মাঝখানে আমি পেয়েছি মোর স্থান।	[29, 2358, 97, 2363]
paragraph: তখন বিকেল হয়ে এসেছে। নদীর ধারে পুরনো বটগাছের তলায় বসে সে অনেকক্ষণ চুপ করে ছিল। দূরে মাঠের ওপার থেকে গরুর গাড়ির শব্দ ভেসে আসছিল, আর আকাশে মেঘ জমছিল ধীরে ধীরে।	[20, 704, 309, 709]
paragraph: মা অনেকবার বারণ করেছেন সন্ধের পর এখানে না থাকতে। কিন্তু আজ তার মন ভালো ছিল না। সকালে স্কুলে যা ঘটেছিল, সেটা ভুলতে পারছিল না কিছুতেই।	[20, 1944, 253, 1950]
paragraph: গ্রামের লোকেরা বলত এই বটগাছের বয়স দুশো বছরেরও বেশি। কেউ কেউ বিশ্বাস করত এখানে রাতে আলো জ্বলে, কিন্তু সে কখনও তা দেখেনি। তবু এই জায়গাটা তার সবচেয়ে প্রিয় ছিল।	[20, 1476, 297, 1481]
paragraph: গ্রামের লোকেরা বলত এই বটগাছের বয়স দুশো বছরেরও বেশি। কেউ কেউ বিশ্বাস করত এখানে রাতে আলো জ্বলে, কিন্তু সে কখনও তা দেখেনি। তবু এই জায়গাটা তার সবচেয়ে প্রিয় ছিল।	[20, 1543, 297, 1548]
paragraph: গ্রামের লোকেরা বলত এই বটগাছের বয়স দুশো বছরেরও বেশি। কেউ কেউ বিশ্বাস করত এখানে রাতে আলো জ্বলে, কিন্তু সে কখনও তা দেখেনি। তবু এই জায়গাটা তার সবচেয়ে প্রিয় ছিল।	[20, 1743, 297, 1749]
paragraph: গ্রামের লোকেরা বলত এই বটগাছের বয়স দুশো বছরেরও বেশি। কেউ কেউ বিশ্বাস করত এখানে রাতে আলো জ্বলে, কিন্তু সে কখনও তা দেখেনি। তবু এই জায়গাটা তার সবচেয়ে প্রিয় ছিল।	[20, 2157, 297, 2162]
paragraph: মা অনেকবার বারণ করেছেন সন্ধের পর এখানে না থাকতে। কিন্তু আজ তার মন ভালো ছিল না। সকালে স্কুলে যা ঘটেছিল, সেটা ভুলতে পারছিল না কিছুতেই।	[20, 765, 253, 770]
paragraph: তখন বিকেল হয়ে এসেছে। নদীর ধারে পুরনো বটগাছের তলায় বসে সে অনেকক্ষণ চুপ করে ছিল। দূরে মাঠের ওপার থেকে গরুর গাড়ির শব্দ ভেসে আসছিল, আর আকাশে মেঘ জমছিল ধীরে ধীরে।	[20, 2260, 309, 2265]
paragraph: মা অনেকবার বারণ করেছেন সন্ধের পর এখানে না থাকতে। কিন্তু আজ তার মন ভালো ছিল না। সকালে স্কুলে যা ঘটেছিল, সেটা ভুলতে পারছিল না কিছুতেই।	[20, 383, 253, 388]
verse-line: — আকাশ ভরা সূর্য তারা, বিশ্ব ভরা প্রাণ,	[29, 233, 90, 239]
paragraph: তখন বিকেল হয়ে এসেছে। নদীর ধারে পুরনো বটগাছের তলায় বসে সে অনেকক্ষণ চুপ করে ছিল। দূরে মাঠের ওপার থেকে গরুর গাড়ির শব্দ ভেসে আসছিল, আর আকাশে মেঘ জমছিল ধীরে ধীরে।	[20, 2303, 309, 2308]
paragraph: তখন বিকেল হয়ে এসেছে। নদীর ধারে পুরনো বটগাছের তলায় বসে সে অনেকক্ষণ চুপ করে ছিল। দূরে মাঠের ওপার থেকে গরুর গাড়ির শব্দ ভেসে আসছিল, আর আকাশে মেঘ জমছিল ধীরে ধীরে।	[20, 1385, 309, 1390]
paragraph: মা অনেকবার বারণ করেছেন সন্ধের পর এখানে না থাকতে। কিন্তু আজ তার মন ভালো ছিল না। সকালে স্কুলে যা ঘটেছিল, সেটা ভুলতে পারছিল না কিছুতেই।	[20, 240, 253, 245]
paragraph: মা অনেকবার বারণ করেছেন সন্ধের পর এখানে না থাকতে। কিন্তু আজ তার মন ভালো ছিল না। সকালে স্কুলে যা ঘটেছিল, সেটা ভুলতে পারছিল না কিছুতেই।	[20, 180, 253, 185]
paragraph: গ্রামের লোকেরা বলত এই বটগাছের বয়স দুশো বছরেরও বেশি। কেউ কেউ বিশ্বাস করত এখানে রাতে আলো জ্বলে, কিন্তু সে কখনও তা দেখেনি। তবু এই জায়গাটা তার সবচেয়ে প্রিয় ছিল।	[20, 1282, 297, 1287]
paragraph: মা অনেকবার বারণ করেছেন সন্ধের পর এখানে না থাকতে। কিন্তু আজ তার মন ভালো ছিল না। সকালে স্কুলে যা ঘটেছিল, সেটা ভুলতে পারছিল না কিছুতেই।	[20, 874, 253, 879]
paragraph: মা অনেকবার বারণ করেছেন সন্ধের পর এখানে না থাকতে। কিন্তু আজ তার মন ভালো ছিল না। সকালে স্কুলে যা ঘটেছিল, সেটা ভুলতে পারছিল না কিছুতেই।	[20, 1506, 253, 1512]
paragraph: তখন বিকেল হয়ে এসেছে। নদীর ধারে পুরনো বটগাছের তলায় বসে সে অনেকক্ষণ চুপ করে ছিল। দূরে মাঠের ওপার থেকে গরুর গাড়ির শব্দ ভেসে আসছিল, আর আকাশে মেঘ জমছিল ধীরে ধীরে।	[20, 1209, 309, 1214]
section-number: ২	[201, 81, 204, 87]
paragraph: তখন বিকেল হয়ে এসেছে। নদীর ধারে পুরনো বটগাছের তলায় বসে সে অনেকক্ষণ চুপ করে ছিল। দূরে মাঠের ওপার থেকে গরুর গাড়ির শব্দ ভেসে আসছিল, আর আকাশে মেঘ জমছিল ধীরে ধীরে।	[20, 203, 309, 208]
paragraph: তখন বিকেল হয়ে এসেছে। নদীর ধারে পুরনো বটগাছের তলায় বসে সে অনেকক্ষণ চুপ করে ছিল। দূরে মাঠের ওপার থেকে গরুর গাড়ির শব্দ ভেসে আসছিল, আর আকাশে মেঘ জমছিল ধীরে ধীরে।	[20, 1403, 309, 1409]
paragraph: গ্রামের লোকেরা বলত এই বটগাছের বয়স দুশো বছরেরও বেশি। কেউ কেউ বিশ্বাস করত এখানে রাতে আলো জ্বলে, কিন্তু সে কখনও তা দেখেনি। তবু এই জায়গাটা তার সবচেয়ে প্রিয় ছিল।	[20, 1980, 297, 1986]
paragraph: গ্রামের লোকেরা বলত এই বটগাছের বয়স দুশো বছরেরও বেশি। কেউ কেউ বিশ্বাস করত এখানে রাতে আলো জ্বলে, কিন্তু সে কখনও তা দেখেনি। তবু এই জায়গাটা তার সবচেয়ে প্রিয় ছিল।	[20, 2552, 297, 2557]
paragraph: মা অনেকবার বারণ করেছেন সন্ধের পর এখানে না থাকতে। কিন্তু আজ তার মন ভালো ছিল না। সকালে স্কুলে যা ঘটেছিল, সেটা ভুলতে পারছিল না কিছুতেই।	[20, 1269, 253, 1275]
section-number: ৮	[201, 411, 204, 416]
paragraph: মা অনেকবার বারণ করেছেন সন্ধের পর এখানে না থাকতে। কিন্তু আজ তার মন ভালো ছিল না। সকালে স্কুলে যা ঘটেছিল, সেটা ভুলতে পারছিল না কিছুতেই।	[20, 2054, 253, 2059]
verse-line: — আকাশ ভরা সূর্য তারা, বিশ্ব ভরা প্রাণ,	[29, 329, 90, 334]
paragraph: মা অনেকবার বারণ করেছেন সন্ধের পর এখানে না থাকতে। কিন্তু আজ তার মন ভালো ছিল না। সকালে স্কুলে যা ঘটেছিল, সেটা ভুলতে পারছিল না কিছুতেই।	[20, 1531, 253, 1536]
paragraph: তখন বিকেল হয়ে এসেছে। নদীর ধারে পুরনো বটগাছের তলায় বসে সে অনেকক্ষণ চুপ করে ছিল। দূরে মাঠের ওপার থেকে গরুর গাড়ির শব্দ ভেসে আসছিল, আর আকাশে মেঘ জমছিল ধীরে ধীরে।	[20, 1057, 309, 1062]
paragraph: মা অনেকবার বারণ করেছেন সন্ধের পর এখানে না থাকতে। কিন্তু আজ তার মন ভালো ছিল না। সকালে স্কুলে যা ঘটেছিল, সেটা ভুলতে পারছিল না কিছুতেই।	[20, 565, 253, 570]
paragraph: মা অনেকবার বারণ করেছেন সন্ধের পর এখানে না থাকতে। কিন্তু আজ তার মন ভালো ছিল না। সকালে স্কুলে যা ঘটেছিল, সেটা ভুলতে পারছিল না কিছুতেই।	[20, 2364, 253, 2369]
paragraph: গ্রামের লোকেরা বলত এই বটগাছের বয়স দুশো বছরেরও বেশি। কেউ কেউ বিশ্বাস করত এখানে রাতে আলো জ্বলে, কিন্তু সে কখনও তা দেখেনি। তবু এই জায়গাটা তার সবচেয়ে প্রিয় ছিল।	[20, 1652, 297, 1657]
paragraph: তখন বিকেল হয়ে এসেছে। নদীর ধারে পুরনো বটগাছের তলায় বসে সে অনেকক্ষণ চুপ করে ছিল। দূরে মাঠের ওপার থেকে গরুর গাড়ির শব্দ ভেসে আসছিল, আর আকাশে মেঘ জমছিল ধীরে ধীরে।	[20, 2436, 309, 2442]
verse-line: — আকাশ ভরা সূর্য তারা, বিশ্ব ভরা প্রাণ,	[29, 2394, 90, 2399]
paragraph: মা অনেকবার বারণ করেছেন সন্ধের পর এখানে না থাকতে। কিন্তু আজ তার মন ভালো ছিল না। সকালে স্কুলে যা ঘটেছিল, সেটা ভুলতে পারছিল না কিছুতেই।	[20, 23, 253, 28]
paragraph: মা অনেকবার বারণ করেছেন সন্ধের পর এখানে না থাকতে। কিন্তু আজ তার মন ভালো ছিল না। সকালে স্কুলে যা ঘটেছিল, সেটা ভুলতে পারছিল না কিছুতেই।	[20, 808, 253, 813]
paragraph: মা অনেকবার বারণ করেছেন সন্ধের পর এখানে না থাকতে। কিন্তু আজ তার মন ভালো ছিল না। সকালে স্কুলে যা ঘটেছিল, সেটা ভুলতে পারছিল না কিছুতেই।	[20, 674, 253, 679]
paragraph: গ্রামের লোকেরা বলত এই বটগাছের বয়স দুশো বছরেরও বেশি। কেউ কেউ বিশ্বাস করত এখানে রাতে আলো জ্বলে, কিন্তু সে কখনও তা দেখেনি। তবু এই জায়গাটা তার সবচেয়ে প্রিয় ছিল।	[20, 1567, 297, 1572]
verse-line: — তাহারি মাঝখানে আমি পেয়েছি মোর স্থান।	[29, 2284, 97, 2290]
paragraph: গ্রামের লোকেরা বলত এই বটগাছের বয়স দুশো বছরেরও বেশি। কেউ কেউ বিশ্বাস করত এখানে রাতে আলো জ্বলে, কিন্তু সে কখনও তা দেখেনি। তবু এই জায়গাটা তার সবচেয়ে প্রিয় ছিল।	[20, 120, 297, 125]
verse-line: — আকাশ ভরা সূর্য তারা, বিশ্ব ভরা প্রাণ,	[29, 1884, 90, 1889]
paragraph: গ্রামের লোকেরা বলত এই বটগাছের বয়স দুশো বছরেরও বেশি। কেউ কেউ বিশ্বাস করত এখানে রাতে আলো জ্বলে, কিন্তু সে কখনও তা দেখেনি। তবু এই জায়গাটা তার সবচেয়ে প্রিয় ছিল।	[20, 1914, 297, 1919]
paragraph: গ্রামের লোকেরা বলত এই বটগাছের বয়স দুশো বছরেরও বেশি। কেউ কেউ বিশ্বাস করত এখানে রাতে আলো জ্বলে, কিন্তু সে কখনও তা দেখেনি। তবু এই জায়গাটা তার সবচেয়ে প্রিয় ছিল।	[20, 2224, 297, 2229]
paragraph: গ্রামের লোকেরা বলত এই বটগাছের বয়স দুশো বছরেরও বেশি। কেউ কেউ বিশ্বাস করত এখানে রাতে আলো জ্বলে, কিন্তু সে কখনও তা দেখেনি। তবু এই জায়গাটা তার সবচেয়ে প্রিয় ছিল।	[20, 317, 297, 322]
verse-line: — তাহারি মাঝখানে আমি পেয়েছি মোর স্থান।	[29, 1628, 97, 1633]
paragraph: তখন বিকেল হয়ে এসেছে। নদীর ধারে পুরনো বটগাছের তলায় বসে সে অনেকক্ষণ চুপ করে ছিল। দূরে মাঠের ওপার থেকে গরুর গাড়ির শব্দ ভেসে আসছিল, আর আকাশে মেঘ জমছিল ধীরে ধীরে।	[20, 2169, 309, 2174]
paragraph: মা অনেকবার বারণ করেছেন সন্ধের পর এখানে না থাকতে। কিন্তু আজ তার মন ভালো ছিল না। সকালে স্কুলে যা ঘটেছিল, সেটা ভুলতে পারছিল না কিছুতেই।	[20, 1926, 253, 1931]
verse-line: — তাহারি মাঝখানে আমি পেয়েছি মোর স্থান।	[29, 680, 97, 685]
paragraph: মা অনেকবার বারণ করেছেন সন্ধের পর এখানে না থাকতে। কিন্তু আজ তার মন ভালো ছিল না। সকালে স্কুলে যা ঘটেছিল, সেটা ভুলতে পারছিল না কিছুতেই।	[20, 1987, 253, 1992]
paragraph: তখন বিকেল হয়ে এসেছে। নদীর ধারে পুরনো বটগাছের তলায় বসে সে অনেকক্ষণ চুপ করে ছিল। দূরে মাঠের ওপার থেকে গরুর গাড়ির শব্দ ভেসে আসছিল, আর আকাশে মেঘ জমছিল ধীরে ধীরে।	[20, 2454, 309, 2460]
paragraph: তখন বিকেল হয়ে এসেছে। নদীর ধারে পুরনো বটগাছের তলায় বসে সে অনেকক্ষণ চুপ করে ছিল। দূরে মাঠের ওপার থেকে গরুর গাড়ির শব্দ ভেসে আসছিল, আর আকাশে মেঘ জমছিল ধীরে ধীরে।	[20, 2084, 309, 2089]
paragraph: গ্রামের লোকেরা বলত এই বটগাছের বয়স দুশো বছরেরও বেশি। কেউ কেউ বিশ্বাস করত এখানে রাতে আলো জ্বলে, কিন্তু সে কখনও তা দেখেনি। তবু এই জায়গাটা তার সবচেয়ে প্রিয় ছিল।	[20, 2570, 297, 2575]
paragraph: গ্রামের লোকেরা বলত এই বটগাছের বয়স দুশো বছরেরও বেশি। কেউ কেউ বিশ্বাস করত এখানে রাতে আলো জ্বলে, কিন্তু সে কখনও তা দেখেনি। তবু এই জায়গাটা তার সবচেয়ে প্রিয় ছিল।	[20, 449, 297, 454]
verse-line: — তাহারি মাঝখানে আমি পেয়েছি মোর স্থান।	[29, 101, 97, 107]
paragraph: তখন বিকেল হয়ে এসেছে। নদীর ধারে পুরনো বটগাছের তলায় বসে সে অনেকক্ষণ চুপ করে ছিল। দূরে মাঠের ওপার থেকে গরুর গাড়ির শব্দ ভেসে আসছিল, আর আকাশে মেঘ জমছিল ধীরে ধীরে।	[20, 1495, 309, 1500]
paragraph: তখন বিকেল হয়ে এসেছে। নদীর ধারে পুরনো বটগাছের তলায় বসে সে অনেকক্ষণ চুপ করে ছিল। দূরে মাঠের ওপার থেকে গরুর গাড়ির শব্দ ভেসে আসছিল, আর আকাশে মেঘ জমছিল ধীরে ধীরে।	[20, 2497, 309, 2502]
paragraph: তখন বিকেল হয়ে এসেছে। নদীর ধারে পুরনো বটগাছের তলায় বসে সে অনেকক্ষণ চুপ করে ছিল। দূরে মাঠের ওপার থেকে গরুর গাড়ির শব্দ ভেসে আসছিল, আর আকাশে মেঘ জমছিল ধীরে ধীরে।	[20, 1647, 309, 1651]
paragraph: তখন বিকেল হয়ে এসেছে। নদীর ধারে পুরনো বটগাছের তলায় বসে সে অনেকক্ষণ চুপ করে ছিল। দূরে মাঠের ওপার থেকে গরুর গাড়ির শব্দ ভেসে আসছিল, আর আকাশে মেঘ জমছিল ধীরে ধীরে।	[20, 2041, 309, 2046]
paragraph: মা অনেকবার বারণ করেছেন সন্ধের পর এখানে না থাকতে। কিন্তু আজ তার মন ভালো ছিল না। সকালে স্কুলে যা ঘটেছিল, সেটা ভুলতে পারছিল না কিছুতেই।	[20, 47, 253, 53]
paragraph: মা অনেকবার বারণ করেছেন সন্ধের পর এখানে না থাকতে। কিন্তু আজ তার মন ভালো ছিল না। সকালে স্কুলে যা ঘটেছিল, সেটা ভুলতে পারছিল না কিছুতেই।	[20, 1202, 253, 1208]
verse-line: — আকাশ ভরা সূর্য তারা, বিশ্ব ভরা প্রাণ,	[29, 2102, 90, 2107]
paragraph: গ্রামের লোকেরা বলত এই বটগাছের বয়স দুশো বছরেরও বেশি। কেউ কেউ বিশ্বাস করত এখানে রাতে আলো জ্বলে, কিন্তু সে কখনও তা দেখেনি। তবু এই জায়গাটা তার সবচেয়ে প্রিয় ছিল।	[20, 2132, 297, 2138]
paragraph: গ্রামের লোকেরা বলত এই বটগাছের বয়স দুশো বছরেরও বেশি। কেউ কেউ বিশ্বাস করত এখানে রাতে আলো জ্বলে, কিন্তু সে কখনও তা দেখেনি। তবু এই জায়গাটা তার সবচেয়ে প্রিয় ছিল।	[20, 1063, 297, 1068]
paragraph: গ্রামের লোকেরা বলত এই বটগাছের বয়স দুশো বছরেরও বেশি। কেউ কেউ বিশ্বাস করত এখানে রাতে আলো জ্বলে, কিন্তু সে কখনও তা দেখেনি। তবু এই জায়গাটা তার সবচেয়ে প্রিয় ছিল।	[20, 1324, 297, 1329]
paragraph: গ্রামের লোকেরা বলত এই বটগাছের বয়স দুশো বছরেরও বেশি। কেউ কেউ বিশ্বাস করত এখানে রাতে আলো জ্বলে, কিন্তু সে কখনও তা দেখেনি। তবু এই জায়গাটা তার সবচেয়ে প্রিয় ছিল।	[20, 1348, 297, 1353]
paragraph: মা অনেকবার বারণ করেছেন সন্ধের পর এখানে না থাকতে। কিন্তু আজ তার মন ভালো ছিল না। সকালে স্কুলে যা ঘটেছিল, সেটা ভুলতে পারছিল না কিছুতেই।	[20, 455, 253, 460]
verse-line: — আকাশ ভরা সূর্য তারা, বিশ্ব ভরা প্রাণ,	[29, 2248, 90, 2253]
verse-line: — আকাশ ভরা সূর্য তারা, বিশ্ব ভরা প্রাণ,	[29, 1737, 90, 1742]
paragraph: গ্রামের লোকেরা বলত এই বটগাছের বয়স দুশো বছরেরও বেশি। কেউ কেউ বিশ্বাস করত এখানে রাতে আলো জ্বলে, কিন্তু সে কখনও তা দেখেনি। তবু এই জায়গাটা তার সবচেয়ে প্রিয় ছিল।	[20, 1719, 297, 1724]
paragraph: মা অনেকবার বারণ করেছেন সন্ধের পর এখানে না থাকতে। কিন্তু আজ তার মন ভালো ছিল না। সকালে স্কুলে যা ঘটেছিল, সেটা ভুলতে পারছিল না কিছুতেই।	[20, 2558, 253, 2563]
paragraph: মা অনেকবার বারণ করেছেন সন্ধের পর এখানে না থাকতে। কিন্তু আজ তার মন ভালো ছিল না। সকালে স্কুলে যা ঘটেছিল, সেটা ভুলতে পারছিল না কিছুতেই।	[20, 1245, 253, 1250]
paragraph: গ্রামের লোকেরা বলত এই বটগাছের বয়স দুশো বছরেরও বেশি। কেউ কেউ বিশ্বাস করত এখানে রাতে আলো জ্বলে, কিন্তু সে কখনও তা দেখেনি। তবু এই জায়গাটা তার সবচেয়ে প্রিয় ছিল।	[20, 1306, 297, 1311]
paragraph: গ্রামের লোকেরা বলত এই বটগাছের বয়স দুশো বছরেরও বেশি। কেউ কেউ বিশ্বাস করত এখানে রাতে আলো জ্বলে, কিন্তু সে কখনও তা দেখেনি। তবু এই জায়গাটা তার সবচেয়ে প্রিয় ছিল।	[20, 625, 297, 631]
verse-line: — তাহারি মাঝখানে আমি পেয়েছি মোর স্থান।	[29, 2065, 97, 2071]
paragraph: গ্রামের লোকেরা বলত এই বটগাছের বয়স দুশো বছরেরও বেশি। কেউ কেউ বিশ্বাস করত এখানে রাতে আলো জ্বলে, কিন্তু সে কখনও তা দেখেনি। তবু এই জায়গাটা তার সবচেয়ে প্রিয় ছিল।	[20, 1172, 297, 1177]
paragraph: মা অনেকবার বারণ করেছেন সন্ধের পর এখানে না থাকতে। কিন্তু আজ তার মন ভালো ছিল না। সকালে স্কুলে যা ঘটেছিল, সেটা ভুলতে পারছিল না কিছুতেই।	[20, 1160, 253, 1165]
paragraph: তখন বিকেল হয়ে এসেছে। নদীর ধারে পুরনো বটগাছের তলায় বসে সে অনেকক্ষণ চুপ করে ছিল। দূরে মাঠের ওপার থেকে গরুর গাড়ির শব্দ ভেসে আসছিল, আর আকাশে মেঘ জমছিল ধীরে ধীরে।	[20, 2546, 309, 2551]
paragraph: গ্রামের লোকেরা বলত এই বটগাছের বয়স দুশো বছরেরও বেশি। কেউ কেউ বিশ্বাস করত এখানে রাতে আলো জ্বলে, কিন্তু সে কখনও তা দেখেনি। তবু এই জায়গাটা তার সবচেয়ে প্রিয় ছিল।	[20, 1148, 297, 1153]
paragraph: তখন বিকেল হয়ে এসেছে। নদীর ধারে পুরনো বটগাছের তলায় বসে সে অনেকক্ষণ চুপ করে ছিল। দূরে মাঠের ওপার থেকে গরুর গাড়ির শব্দ ভেসে আসছিল, আর আকাশে মেঘ জমছিল ধীরে ধীরে।	[20, 2236, 309, 2241]
paragraph: গ্রামের লোকেরা বলত এই বটগাছের বয়স দুশো বছরেরও বেশি। কেউ কেউ বিশ্বাস করত এখানে রাতে আলো জ্বলে, কিন্তু সে কখনও তা দেখেনি। তবু এই জায়গাটা তার সবচেয়ে প্রিয় ছিল।	[20, 41, 297, 46]
paragraph: তখন বিকেল হয়ে এসেছে। নদীর ধারে পুরনো বটগাছের তলায় বসে সে অনেকক্ষণ চুপ করে ছিল। দূরে মাঠের ওপার থেকে গরুর গাড়ির শব্দ ভেসে আসছিল, আর আকাশে মেঘ জমছিল ধীরে ধীরে।	[20, 2479, 309, 2484]
verse-line: — তাহারি মাঝখানে আমি পেয়েছি মোর স্থান।	[29, 185, 97, 191]
paragraph: তখন বিকেল হয়ে এসেছে। নদীর ধারে পুরনো বটগাছের তলায় বসে সে অনেকক্ষণ চুপ করে ছিল। দূরে মাঠের ওপার থেকে গরুর গাড়ির শব্দ ভেসে আসছিল, আর আকাশে মেঘ জমছিল ধীরে ধীরে।	[20, 1032, 309, 1038]
paragraph: মা অনেকবার বারণ করেছেন সন্ধের পর এখানে না থাকতে। কিন্তু আজ তার মন ভালো ছিল না। সকালে স্কুলে যা ঘটেছিল, সেটা ভুলতে পারছিল না কিছুতেই।	[20, 347, 253, 352]
paragraph: মা অনেকবার বারণ করেছেন সন্ধের পর এখানে না থাকতে। কিন্তু আজ তার মন ভালো ছিল না। সকালে স্কুলে যা ঘটেছিল, সেটা ভুলতে পারছিল না কিছুতেই।	[20, 215, 253, 221]
paragraph: তখন বিকেল হয়ে এসেছে। নদীর ধারে পুরনো বটগাছের তলায় বসে সে অনেকক্ষণ চুপ করে ছিল। দূরে মাঠের ওপার থেকে গরুর গাড়ির শব্দ ভেসে আসছিল, আর আকাশে মেঘ জমছিল ধীরে ধীরে।	[20, 1470, 309, 1475]
paragraph: গ্রামের লোকেরা বলত এই বটগাছের বয়স দুশো বছরেরও বেশি। কেউ কেউ বিশ্বাস করত এখানে রাতে আলো জ্বলে, কিন্তু সে কখনও তা দেখেনি। তবু এই জায়গাটা তার সবচেয়ে প্রিয় ছিল।	[20, 540, 297, 545]
verse-line: — তাহারি মাঝখানে আমি পেয়েছি মোর স্থান।	[29, 1045, 97, 1050]
paragraph: তখন বিকেল হয়ে এসেছে। নদীর ধারে পুরনো বটগাছের তলায় বসে সে অনেকক্ষণ চুপ করে ছিল। দূরে মাঠের ওপার থেকে গরুর গাড়ির শব্দ ভেসে আসছিল, আর আকাশে মেঘ জমছিল ধীরে ধীরে।	[20, 89, 309, 94]
paragraph: গ্রামের লোকেরা বলত এই বটগাছের বয়স দুশো বছরেরও বেশি। কেউ কেউ বিশ্বাস করত এখানে রাতে আলো জ্বলে, কিন্তু সে কখনও তা দেখেনি। তবু এই জায়গাটা তার সবচেয়ে প্রিয় ছিল।	[20, 263, 297, 268]
paragraph: মা অনেকবার বারণ করেছেন সন্ধের পর এখানে না থাকতে। কিন্তু আজ তার মন ভালো ছিল না। সকালে স্কুলে যা ঘটেছিল, সেটা ভুলতে পারছিল না কিছুতেই।	[20, 631, 253, 636]
section-number: ৭	[201, 357, 204, 362]
paragraph: মা অনেকবার বারণ করেছেন সন্ধের পর এখানে না থাকতে। কিন্তু আজ তার মন ভালো ছিল না। সকালে স্কুলে যা ঘটেছিল, সেটা ভুলতে পারছিল না কিছুতেই।	[20, 1287, 253, 1293]
verse-line: — আকাশ ভরা সূর্য তারা, বিশ্ব ভরা প্রাণ,	[29, 1810, 90, 1816]
paragraph: গ্রামের লোকেরা বলত এই বটগাছের বয়স দুশো বছরেরও বেশি। কেউ কেউ বিশ্বাস করত এখানে রাতে আলো জ্বলে, কিন্তু সে কখনও তা দেখেনি। তবু এই জায়গাটা তার সবচেয়ে প্রিয় ছিল।	[20, 2072, 297, 2077]
paragraph: গ্রামের লোকেরা বলত এই বটগাছের বয়স দুশো বছরেরও বেশি। কেউ কেউ বিশ্বাস করত এখানে রাতে আলো জ্বলে, কিন্তু সে কখনও তা দেখেনি। তবু এই জায়গাটা তার সবচেয়ে প্রিয় ছিল।	[20, 1087, 297, 1092]
paragraph: তখন বিকেল হয়ে এসেছে। নদীর ধারে পুরনো বটগাছের তলায় বসে সে অনেকক্ষণ চুপ করে ছিল। দূরে মাঠের ওপার থেকে গরুর গাড়ির শব্দ ভেসে আসছিল, আর আকাশে মেঘ জমছিল ধীরে ধীরে।	[20, 2217, 309, 2223]
paragraph: গ্রামের লোকেরা বলত এই বটগাছের বয়স দুশো বছরেরও বেশি। কেউ কেউ বিশ্বাস করত এখানে রাতে আলো জ্বলে, কিন্তু সে কখনও তা দেখেনি। তবু এই জায়গাটা তার সবচেয়ে প্রিয় ছিল।	[20, 227, 297, 232]
paragraph: মা অনেকবার বারণ করেছেন সন্ধের পর এখানে না থাকতে। কিন্তু আজ তার মন ভালো ছিল না। সকালে স্কুলে যা ঘটেছিল, সেটা ভুলতে পারছিল না কিছুতেই।	[20, 2449, 253, 2454]
paragraph: মা অনেকবার বারণ করেছেন সন্ধের পর এখানে না থাকতে। কিন্তু আজ তার মন ভালো ছিল না। সকালে স্কুলে যা ঘটেছিল, সেটা ভুলতে পারছিল না কিছুতেই।	[20, 2096, 253, 2101]
paragraph: মা অনেকবার বারণ করেছেন সন্ধের পর এখানে না থাকতে। কিন্তু আজ তার মন ভালো ছিল না। সকালে স্কুলে যা ঘটেছিল, সেটা ভুলতে পারছিল না কিছুতেই।	[20, 2011, 253, 2016]
paragraph: গ্রামের লোকেরা বলত এই বটগাছের বয়স দুশো বছরেরও বেশি। কেউ কেউ বিশ্বাস করত এখানে রাতে আলো জ্বলে, কিন্তু সে কখনও তা দেখেনি। তবু এই জায়গাটা তার সবচেয়ে প্রিয় ছিল।	[20, 929, 297, 934]
paragraph: তখন বিকেল হয়ে এসেছে। নদীর ধারে পুরনো বটগাছের তলায় বসে সে অনেকক্ষণ চুপ করে ছিল। দূরে মাঠের ওপার থেকে গরুর গাড়ির শব্দ ভেসে আসছিল, আর আকাশে মেঘ জমছিল ধীরে ধীরে।	[20, 143, 309, 148]
paragraph: তখন বিকেল হয়ে এসেছে। নদীর ধারে পুরনো বটগাছের তলায় বসে সে অনেকক্ষণ চুপ করে ছিল। দূরে মাঠের ওপার থেকে গরুর গাড়ির শব্দ ভেসে আসছিল, আর আকাশে মেঘ জমছিল ধীরে ধীরে।	[20, 11, 309, 16]
paragraph: গ্রামের লোকেরা বলত এই বটগাছের বয়স দুশো বছরেরও বেশি। কেউ কেউ বিশ্বাস করত এখানে রাতে আলো জ্বলে, কিন্তু সে কখনও তা দেখেনি। তবু এই জায়গাটা তার সবচেয়ে প্রিয় ছিল।	[20, 1458, 297, 1463]
paragraph: গ্রামের লোকেরা বলত এই বটগাছের বয়স দুশো বছরেরও বেশি। কেউ কেউ বিশ্বাস করত এখানে রাতে আলো জ্বলে, কিন্তু সে কখনও তা দেখেনি। তবু এই জায়গাটা তার সবচেয়ে প্রিয় ছিল।	[20, 2005, 297, 2010]
paragraph: মা অনেকবার বারণ করেছেন সন্ধের পর এখানে না থাকতে। কিন্তু আজ তার মন ভালো ছিল না। সকালে স্কুলে যা ঘটেছিল, সেটা ভুলতে পারছিল না কিছুতেই।	[20, 1330, 253, 1335]
paragraph: তখন বিকেল হয়ে এসেছে। নদীর ধারে পুরনো বটগাছের তলায় বসে সে অনেকক্ষণ চুপ করে ছিল। দূরে মাঠের ওপার থেকে গরুর গাড়ির শব্দ ভেসে আসছিল, আর আকাশে মেঘ জমছিল ধীরে ধীরে।	[20, 419, 309, 424]
verse-line: — আকাশ ভরা সূর্য তারা, বিশ্ব ভরা প্রাণ,	[29, 1227, 90, 1232]
verse-line: — তাহারি মাঝখানে আমি পেয়েছি মোর স্থান।	[29, 2212, 97, 2217]
paragraph: গ্রামের লোকেরা বলত এই বটগাছের বয়স দুশো বছরেরও বেশি। কেউ কেউ বিশ্বাস করত এখানে রাতে আলো জ্বলে, কিন্তু সে কখনও তা দেখেনি। তবু এই জায়গাটা তার সবচেয়ে প্রিয় ছিল।	[20, 710, 297, 716]
paragraph: মা অনেকবার বারণ করেছেন সন্ধের পর এখানে না থাকতে। কিন্তু আজ তার মন ভালো ছিল না। সকালে স্কুলে যা ঘটেছিল, সেটা ভুলতে পারছিল না কিছুতেই।	[20, 1464, 253, 1469]
paragraph: তখন বিকেল হয়ে এসেছে। নদীর ধারে পুরনো বটগাছের তলায় বসে সে অনেকক্ষণ চুপ করে ছিল। দূরে মাঠের ওপার থেকে গরুর গাড়ির শব্দ ভেসে আসছিল, আর আকাশে মেঘ জমছিল ধীরে ধীরে।	[20, 1713, 309, 1718]
paragraph: তখন বিকেল হয়ে এসেছে। নদীর ধারে পুরনো বটগাছের তলায় বসে সে অনেকক্ষণ চুপ করে ছিল। দূরে মাঠের ওপার থেকে গরুর গাড়ির শব্দ ভেসে আসছিল, আর আকাশে মেঘ জমছিল ধীরে ধীরে।	[20, 795, 309, 801]
paragraph: গ্রামের লোকেরা বলত এই বটগাছের বয়স দুশো বছরেরও বেশি। কেউ কেউ বিশ্বাস করত এখানে রাতে আলো জ্বলে, কিন্তু সে কখনও তা দেখেনি। তবু এই জায়গাটা তার সবচেয়ে প্রিয় ছিল।	[20, 2351, 297, 2357]
paragraph: তখন বিকেল হয়ে এসেছে। নদীর ধারে পুরনো বটগাছের তলায় বসে সে অনেকক্ষণ চুপ করে ছিল। দূরে মাঠের ওপার থেকে গরুর গাড়ির শব্দ ভেসে আসছিল, আর আকাশে মেঘ জমছিল ধীরে ধীরে।	[20, 1513, 309, 1518]
paragraph: গ্রামের লোকেরা বলত এই বটগাছের বয়স দুশো বছরেরও বেশি। কেউ কেউ বিশ্বাস করত এখানে রাতে আলো জ্বলে, কিন্তু সে কখনও তা দেখেনি। তবু এই জায়গাটা তার সবচেয়ে প্রিয় ছিল।	[20, 1106, 297, 1111]
paragraph: তখন বিকেল হয়ে এসেছে। নদীর ধারে পুরনো বটগাছের তলায় বসে সে অনেকক্ষণ চুপ করে ছিল। দূরে মাঠের ওপার থেকে গরুর গাড়ির শব্দ ভেসে আসছিল, আর আকাশে মেঘ জমছিল ধীরে ধীরে।	[20, 1622, 309, 1627]
verse-line: — তাহারি মাঝখানে আমি পেয়েছি মোর স্থান।	[29, 2139, 97, 2144]
paragraph: গ্রামের লোকেরা বলত এই বটগাছের বয়স দুশো বছরেরও বেশি। কেউ কেউ বিশ্বাস করত এখানে রাতে আলো জ্বলে, কিন্তু সে কখনও তা দেখেনি। তবু এই জায়গাটা তার সবচেয়ে প্রিয় ছিল।	[20, 1215, 297, 1220]
paragraph: তখন বিকেল হয়ে এসেছে। নদীর ধারে পুরনো বটগাছের তলায় বসে সে অনেকক্ষণ চুপ করে ছিল। দূরে মাঠের ওপার থেকে গরুর গাড়ির শব্দ ভেসে আসছিল, আর আকাশে মেঘ জমছিল ধীরে ধীরে।	[20, 2151, 309, 2156]
paragraph: তখন বিকেল হয়ে এসেছে। নদীর ধারে পুরনো বটগাছের তলায় বসে সে অনেকক্ষণ চুপ করে ছিল। দূরে মাঠের ওপার থেকে গরুর গাড়ির শব্দ ভেসে আসছিল, আর আকাশে মেঘ জমছিল ধীরে ধীরে।	[20, 2412, 309, 2417]
paragraph: গ্রামের লোকেরা বলত এই বটগাছের বয়স দুশো বছরেরও বেশি। কেউ কেউ বিশ্বাস করত এখানে রাতে আলো জ্বলে, কিন্তু সে কখনও তা দেখেনি। তবু এই জায়গাটা তার সবচেয়ে প্রিয় ছিল।	[20, 1039, 297, 1044]
paragraph: মা অনেকবার বারণ করেছেন সন্ধের পর এখানে না থাকতে। কিন্তু আজ তার মন ভালো ছিল না। সকালে স্কুলে যা ঘটেছিল, সেটা ভুলতে পারছিল না কিছুতেই।	[20, 1221, 253, 1226]
verse-line: — তাহারি মাঝখানে আমি পেয়েছি মোর স্থান।	[29, 972, 97, 977]
paragraph: মা অনেকবার বারণ করেছেন সন্ধের পর এখানে না থাকতে। কিন্তু আজ তার মন ভালো ছিল না। সকালে স্কুলে যা ঘটেছিল, সেটা ভুলতে পারছিল না কিছুতেই।	[20, 72, 253, 77]
paragraph: মা অনেকবার বারণ করেছেন সন্ধের পর এখানে না থাকতে। কিন্তু আজ তার মন ভালো ছিল না। সকালে স্কুলে যা ঘটেছিল, সেটা ভুলতে পারছিল না কিছুতেই।	[20, 2473, 253, 2478]
paragraph: মা অনেকবার বারণ করেছেন সন্ধের পর এখানে না থাকতে। কিন্তু আজ তার মন ভালো ছিল না। সকালে স্কুলে যা ঘটেছিল, সেটা ভুলতে পারছিল না কিছুতেই।	[20, 1877, 253, 1883]
paragraph: মা অনেকবার বারণ করেছেন সন্ধের পর এখানে না থাকতে। কিন্তু আজ তার মন ভালো ছিল না। সকালে স্কুলে যা ঘটেছিল, সেটা ভুলতে পারছিল না কিছুতেই।	[20, 1640, 253, 1646]
paragraph: গ্রামের লোকেরা বলত এই বটগাছের বয়স দুশো বছরেরও বেশি। কেউ কেউ বিশ্বাস করত এখানে রাতে আলো জ্বলে, কিন্তু সে কখনও তা দেখেনি। তবু এই জায়গাটা তার সবচেয়ে প্রিয় ছিল।	[20, 1434, 297, 1439]
verse-line: — আকাশ ভরা সূর্য তারা, বিশ্ব ভরা প্রাণ,	[29, 2175, 90, 2180]
paragraph: গ্রামের লোকেরা বলত এই বটগাছের বয়স দুশো বছরেরও বেশি। কেউ কেউ বিশ্বাস করত এখানে রাতে আলো জ্বলে, কিন্তু সে কখনও তা দেখেনি। তবু এই জায়গাটা তার সবচেয়ে প্রিয় ছিল।	[20, 1020, 297, 1025]
paragraph: মা অনেকবার বারণ করেছেন সন্ধের পর এখানে না থাকতে। কিন্তু আজ তার মন ভালো ছিল না। সকালে স্কুলে যা ঘটেছিল, সেটা ভুলতে পারছিল না কিছুতেই।	[20, 656, 253, 661]
paragraph: গ্রামের লোকেরা বলত এই বটগাছের বয়স দুশো বছরেরও বেশি। কেউ কেউ বিশ্বাস করত এখানে রাতে আলো জ্বলে, কিন্তু সে কখনও তা দেখেনি। তবু এই জায়গাটা তার সবচেয়ে প্রিয় ছিল।	[20, 2023, 297, 2028]
paragraph: তখন বিকেল হয়ে এসেছে। নদীর ধারে পুরনো বটগাছের তলায় বসে সে অনেকক্ষণ চুপ করে ছিল। দূরে মাঠের ওপার থেকে গরুর গাড়ির শব্দ ভেসে আসছিল, আর আকাশে মেঘ জমছিল ধীরে ধীরে।	[20, 814, 309, 819]
paragraph: গ্রামের লোকেরা বলত এই বটগাছের বয়স দুশো বছরেরও বেশি। কেউ কেউ বিশ্বাস করত এখানে রাতে আলো জ্বলে, কিন্তু সে কখনও তা দেখেনি। তবু এই জায়গাটা তার সবচেয়ে প্রিয় ছিল।	[20, 174, 297, 179]
verse-line: — তাহারি মাঝখানে আমি পেয়েছি মোর স্থান।	[29, 1993, 97, 1998]
paragraph: মা অনেকবার বারণ করেছেন সন্ধের পর এখানে না থাকতে। কিন্তু আজ তার মন ভালো ছিল না। সকালে স্কুলে যা ঘটেছিল, সেটা ভুলতে পারছিল না কিছুতেই।	[20, 1111, 253, 1116]
verse-line: — আকাশ ভরা সূর্য তারা, বিশ্ব ভরা প্রাণ,	[29, 1446, 90, 1451]
paragraph: মা অনেকবার বারণ করেছেন সন্ধের পর এখানে না থাকতে। কিন্তু আজ তার মন ভালো ছিল না। সকালে স্কুলে যা ঘটেছিল, সেটা ভুলতে পারছিল না কিছুতেই।	[20, 1397, 253, 1402]
verse-line: — আকাশ ভরা সূর্য তারা, বিশ্ব ভরা প্রাণ,	[29, 1519, 90, 1524]
verse-line: — আকাশ ভরা সূর্য তারা, বিশ্ব ভরা প্রাণ,	[29, 2029, 90, 2035]
paragraph: তখন বিকেল হয়ে এসেছে। নদীর ধারে পুরনো বটগাছের তলায় বসে সে অনেকক্ষণ চুপ করে ছিল। দূরে মাঠের ওপার থেকে গরুর গাড়ির শব্দ ভেসে আসছিল, আর আকাশে মেঘ জমছিল ধীরে ধীরে।	[20, 2126, 309, 2131]
verse-line: — তাহারি মাঝখানে আমি পেয়েছি মোর স্থান।	[29, 2430, 97, 2435]
paragraph: মা অনেকবার বারণ করেছেন সন্ধের পর এখানে না থাকতে। কিন্তু আজ তার মন ভালো ছিল না। সকালে স্কুলে যা ঘটেছিল, সেটা ভুলতে পারছিল না কিছুতেই।	[20, 722, 253, 727]
paragraph: তখন বিকেল হয়ে এসেছে। নদীর ধারে পুরনো বটগাছের তলায় বসে সে অনেকক্ষণ চুপ করে ছিল। দূরে মাঠের ওপার থেকে গরুর গাড়ির শব্দ ভেসে আসছিল, আর আকাশে মেঘ জমছিল ধীরে ধীরে।	[20, 1823, 309, 1828]
paragraph: গ্রামের লোকেরা বলত এই বটগাছের বয়স দুশো বছরেরও বেশি। কেউ কেউ বিশ্বাস করত এখানে রাতে আলো জ্বলে, কিন্তু সে কখনও তা দেখেনি। তবু এই জায়গাটা তার সবচেয়ে প্রিয় ছিল।	[20, 2400, 297, 2405]
paragraph: গ্রামের লোকেরা বলত এই বটগাছের বয়স দুশো বছরেরও বেশি। কেউ কেউ বিশ্বাস করত এখানে রাতে আলো জ্বলে, কিন্তু সে কখনও তা দেখেনি। তবু এই জায়গাটা তার সবচেয়ে প্রিয় ছিল।	[20, 1634, 297, 1639]
paragraph: মা অনেকবার বারণ করেছেন সন্ধের পর এখানে না থাকতে। কিন্তু আজ তার মন ভালো ছিল না। সকালে স্কুলে যা ঘটেছিল, সেটা ভুলতে পারছিল না কিছুতেই।	[20, 2339, 253, 2344]
paragraph: গ্রামের লোকেরা বলত এই বটগাছের বয়স দুশো বছরেরও বেশি। কেউ কেউ বিশ্বাস করত এখানে রাতে আলো জ্বলে, কিন্তু সে কখনও তা দেখেনি। তবু এই জায়গাটা তার সবচেয়ে প্রিয় ছিল।	[20, 996, 297, 1001]
